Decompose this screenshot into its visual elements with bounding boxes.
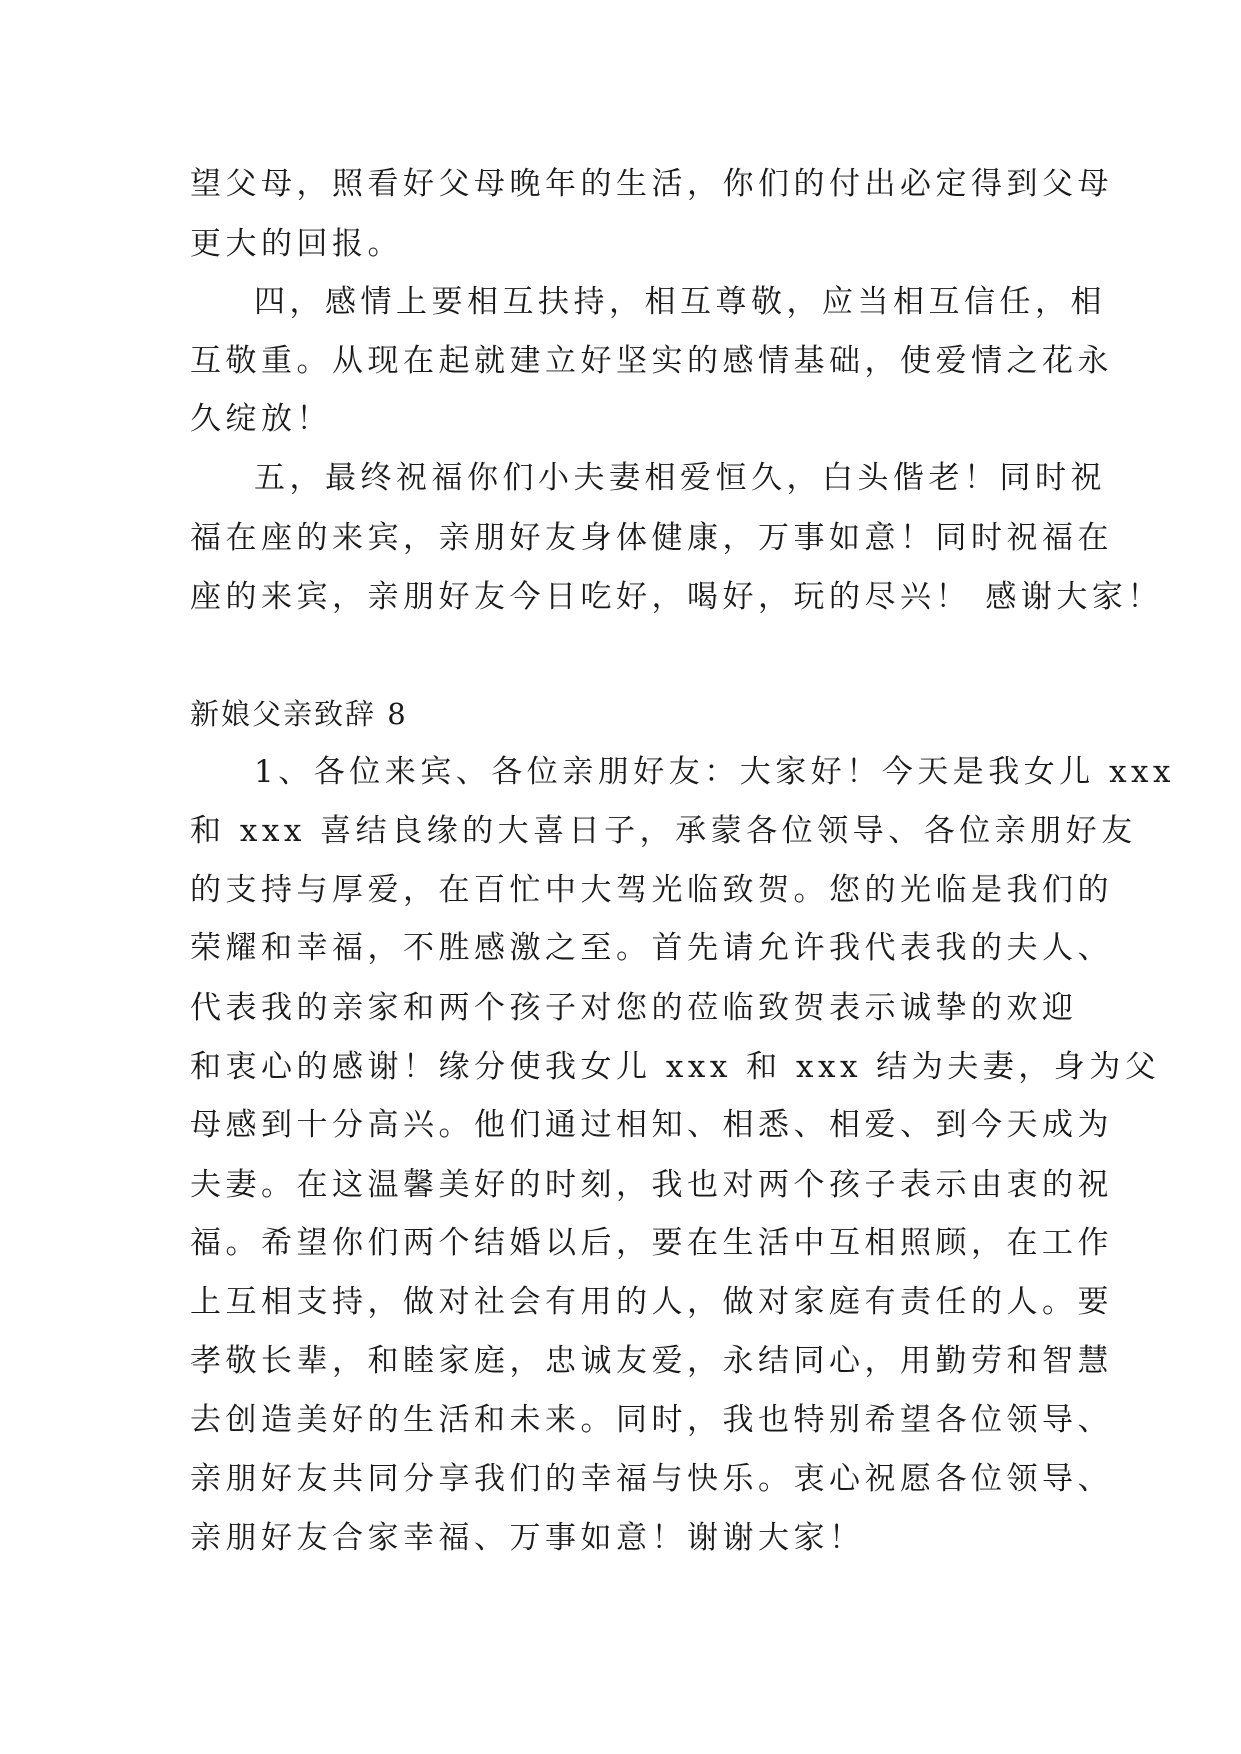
paragraph-line: 互敬重。从现在起就建立好坚实的感情基础，使爱情之花永 [190,343,1113,379]
paragraph-line: 五，最终祝福你们小夫妻相爱恒久，白头偕老！同时祝 [254,460,1106,496]
paragraph-line: 和衷心的感谢！缘分使我女儿 xxx 和 xxx 结为夫妻，身为父 [190,1049,1161,1085]
paragraph-line: 亲朋好友共同分享我们的幸福与快乐。衷心祝愿各位领导、 [190,1461,1113,1497]
paragraph-line: 1、各位来宾、各位亲朋好友：大家好！今天是我女儿 xxx [254,754,1176,790]
paragraph-line: 四，感情上要相互扶持，相互尊敬，应当相互信任，相 [254,284,1106,320]
paragraph-line: 的支持与厚爱，在百忙中大驾光临致贺。您的光临是我们的 [190,872,1113,908]
paragraph-line: 代表我的亲家和两个孩子对您的莅临致贺表示诚挚的欢迎 [190,990,1078,1026]
paragraph-line: 望父母，照看好父母晚年的生活，你们的付出必定得到父母 [190,166,1113,202]
paragraph-line: 上互相支持，做对社会有用的人，做对家庭有责任的人。要 [190,1284,1113,1320]
paragraph-line: 座的来宾，亲朋好友今日吃好，喝好，玩的尽兴！ 感谢大家！ [190,579,1163,615]
paragraph-line: 母感到十分高兴。他们通过相知、相悉、相爱、到今天成为 [190,1107,1113,1143]
paragraph-line: 荣耀和幸福，不胜感激之至。首先请允许我代表我的夫人、 [190,930,1113,966]
paragraph-line: 孝敬长辈，和睦家庭，忠诚友爱，永结同心，用勤劳和智慧 [190,1343,1113,1379]
paragraph-line: 福在座的来宾，亲朋好友身体健康，万事如意！同时祝福在 [190,520,1113,556]
paragraph-line: 亲朋好友合家幸福、万事如意！谢谢大家！ [190,1520,865,1556]
paragraph-line: 夫妻。在这温馨美好的时刻，我也对两个孩子表示由衷的祝 [190,1167,1113,1203]
section-heading: 新娘父亲致辞 8 [190,697,408,731]
paragraph-line: 和 xxx 喜结良缘的大喜日子，承蒙各位领导、各位亲朋好友 [190,813,1137,849]
paragraph-line: 福。希望你们两个结婚以后，要在生活中互相照顾，在工作 [190,1225,1113,1261]
paragraph-line: 去创造美好的生活和未来。同时，我也特别希望各位领导、 [190,1402,1113,1438]
paragraph-line: 更大的回报。 [190,226,403,262]
paragraph-line: 久绽放！ [190,401,332,437]
